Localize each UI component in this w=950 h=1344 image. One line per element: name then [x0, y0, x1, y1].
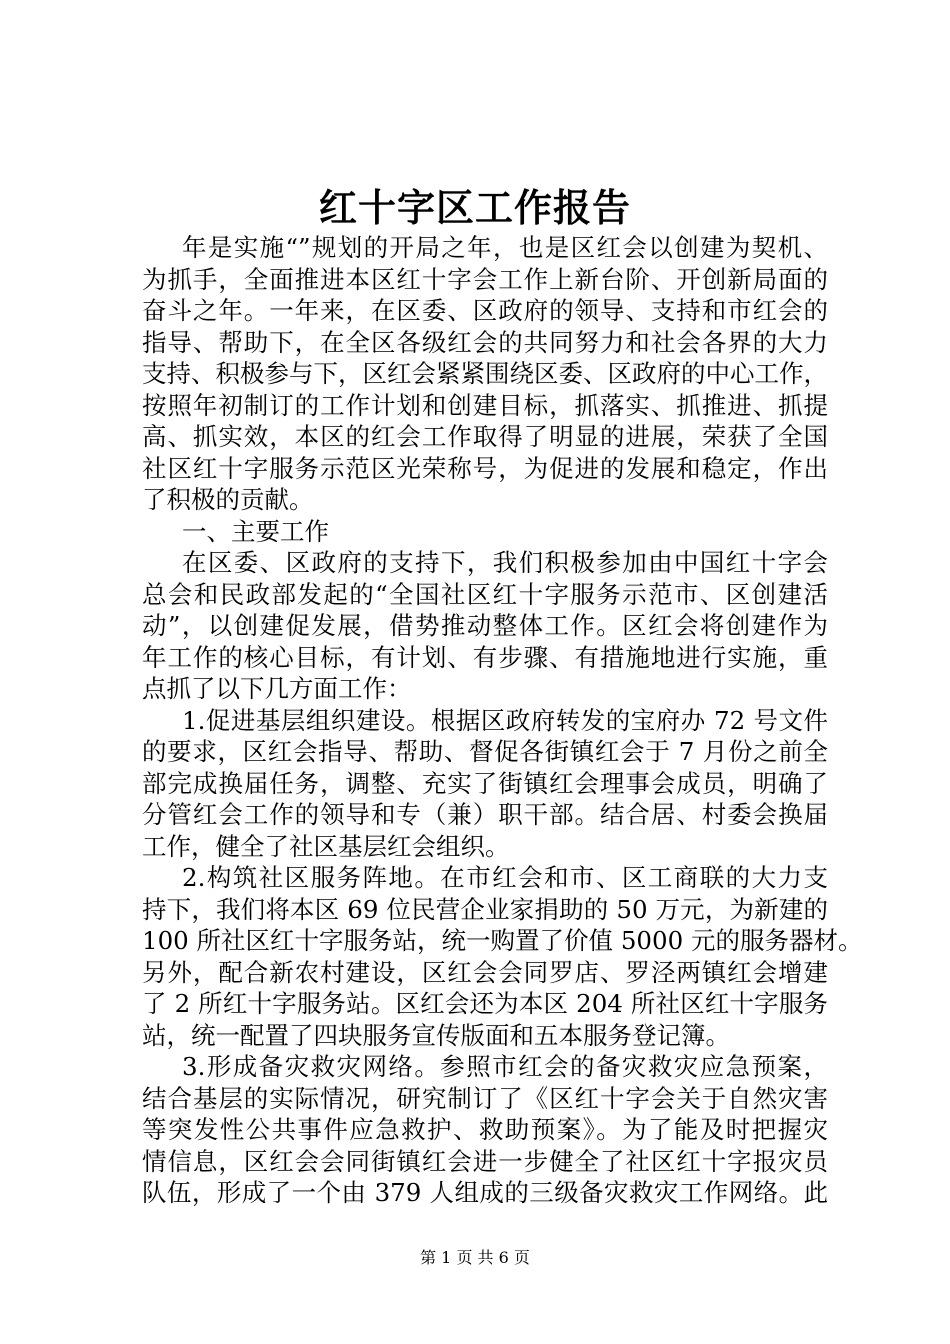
text-line: 点抓了以下几方面工作： [142, 674, 412, 703]
text-line: 2.构筑社区服务阵地。在市红会和市、区工商联的大力支 [182, 863, 828, 892]
text-line: 100 所社区红十字服务站，统一购置了价值 5000 元的服务器材。 [142, 926, 863, 955]
document-body [142, 232, 863, 1209]
text-line: 1.促进基层组织建设。根据区政府转发的宝府办 72 号文件 [182, 705, 828, 735]
text-line: 动”，以创建促发展，借势推动整体工作。区红会将创建作为 [142, 611, 828, 640]
text-line: 了积极的贡献。 [142, 485, 314, 514]
text-line: 分管红会工作的领导和专（兼）职干部。结合居、村委会换届 [142, 800, 828, 829]
text-line: 总会和民政部发起的“全国社区红十字服务示范市、区创建活 [142, 579, 828, 609]
page-footer: 第 1 页 共 6 页 [420, 1248, 530, 1267]
text-line: 支持、积极参与下，区红会紧紧围绕区委、区政府的中心工作， [142, 359, 828, 388]
text-line: 情信息，区红会会同街镇红会进一步健全了社区红十字报灾员 [142, 1146, 828, 1176]
text-line: 了 2 所红十字服务站。区红会还为本区 204 所社区红十字服务 [142, 989, 828, 1018]
text-line: 另外，配合新农村建设，区红会会同罗店、罗泾两镇红会增建 [142, 957, 828, 987]
text-line: 的要求，区红会指导、帮助、督促各街镇红会于 7 月份之前全 [142, 737, 828, 766]
text-line: 年工作的核心目标，有计划、有步骤、有措施地进行实施，重 [142, 642, 828, 672]
text-line: 在区委、区政府的支持下，我们积极参加由中国红十字会 [182, 548, 828, 577]
text-line: 结合基层的实际情况，研究制订了《区红十字会关于自然灾害 [142, 1083, 828, 1113]
text-line: 等突发性公共事件应急救护、救助预案》。为了能及时把握灾 [142, 1115, 828, 1144]
text-line: 3.形成备灾救灾网络。参照市红会的备灾救灾应急预案， [182, 1052, 828, 1081]
text-line: 高、抓实效，本区的红会工作取得了明显的进展，荣获了全国 [142, 422, 828, 451]
section-heading: 一、主要工作 [182, 516, 329, 546]
text-line: 持下，我们将本区 69 位民营企业家捐助的 50 万元，为新建的 [142, 894, 828, 924]
text-line: 队伍，形成了一个由 379 人组成的三级备灾救灾工作网络。此 [142, 1178, 828, 1207]
text-line: 部完成换届任务，调整、充实了街镇红会理事会成员，明确了 [142, 768, 828, 798]
text-line: 年是实施“”规划的开局之年，也是区红会以创建为契机、 [182, 233, 828, 262]
text-line: 指导、帮助下，在全区各级红会的共同努力和社会各界的大力 [142, 327, 828, 357]
text-line: 站，统一配置了四块服务宣传版面和五本服务登记簿。 [142, 1020, 730, 1050]
text-line: 按照年初制订的工作计划和创建目标，抓落实、抓推进、抓提 [142, 390, 828, 420]
text-line: 奋斗之年。一年来，在区委、区政府的领导、支持和市红会的 [142, 296, 828, 325]
text-line: 工作，健全了社区基层红会组织。 [142, 831, 510, 861]
text-line: 社区红十字服务示范区光荣称号，为促进的发展和稳定，作出 [142, 453, 828, 483]
document-title: 红十字区工作报告 [318, 185, 631, 230]
text-line: 为抓手，全面推进本区红十字会工作上新台阶、开创新局面的 [142, 264, 828, 294]
